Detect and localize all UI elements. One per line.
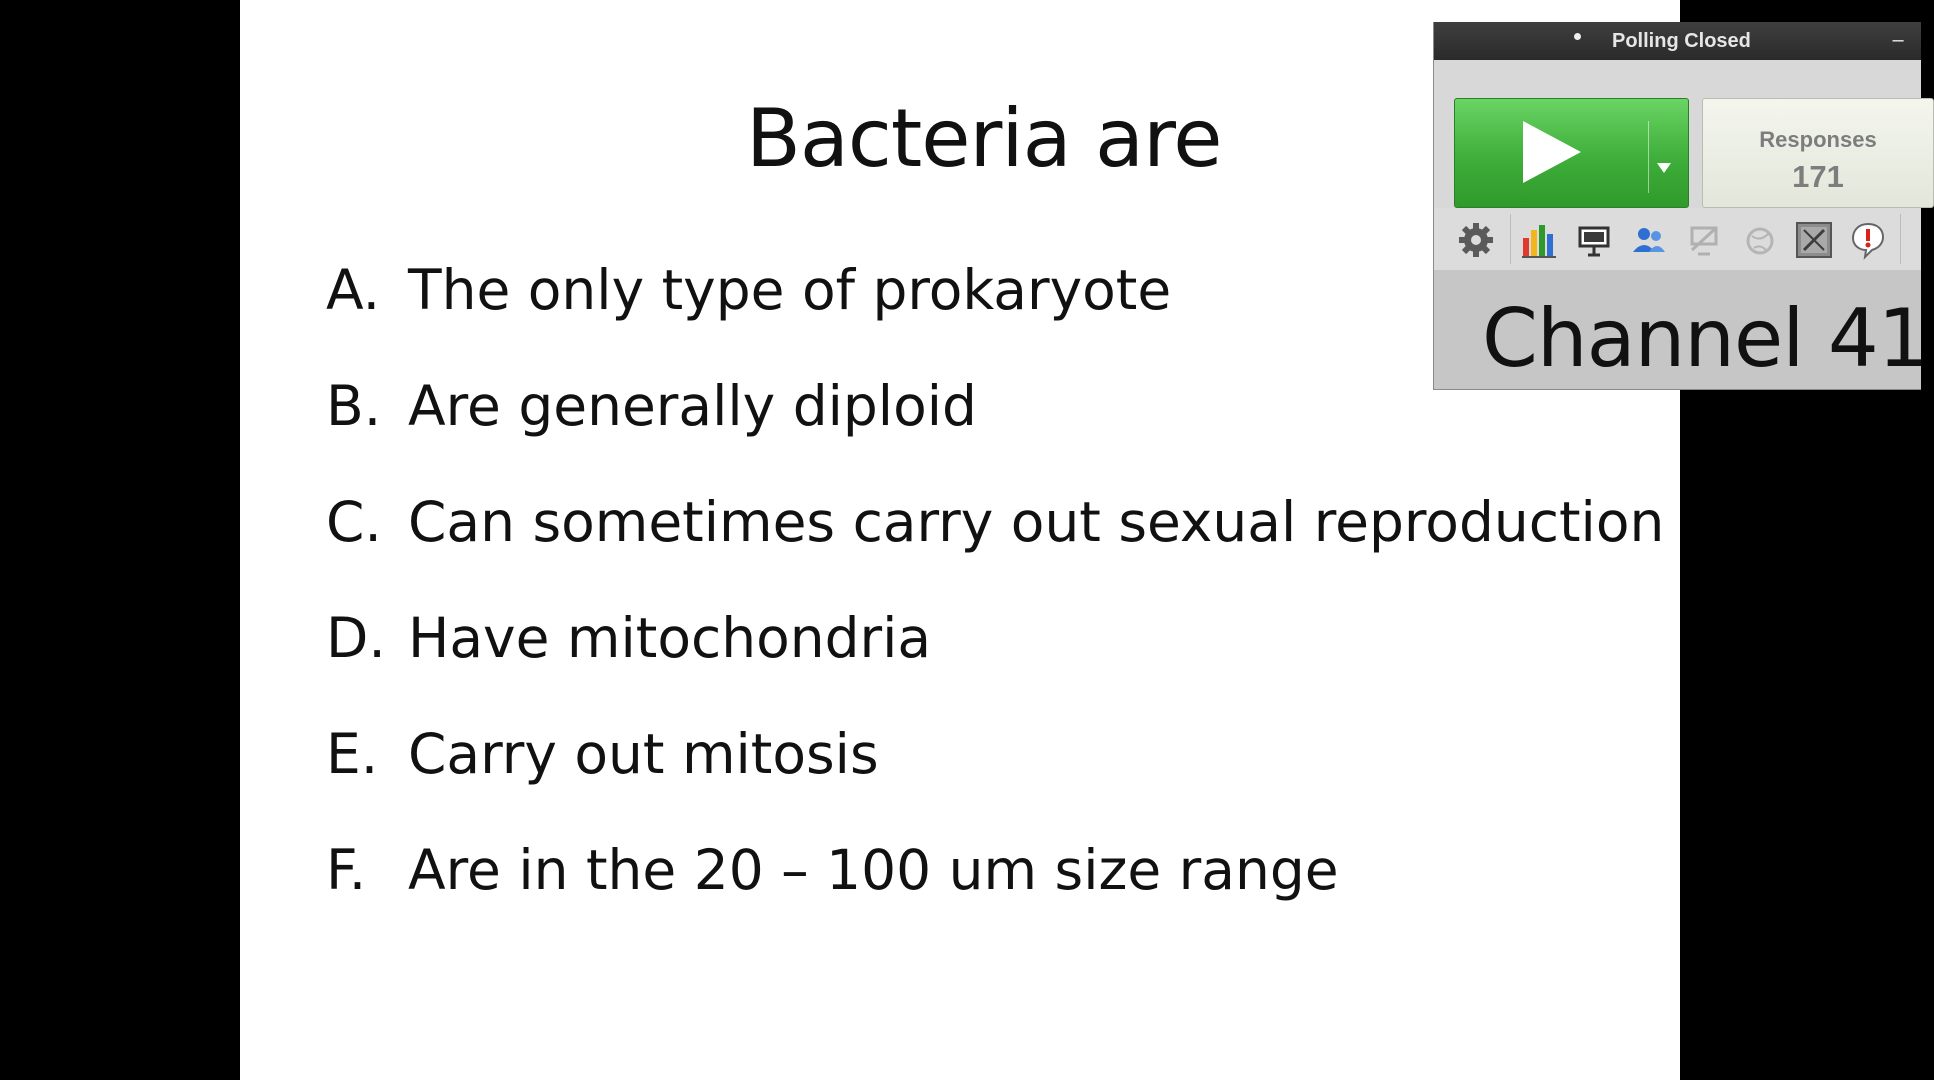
channel-display	[1434, 270, 1928, 389]
answer-option-e	[326, 722, 1664, 838]
alert-icon[interactable]	[1848, 220, 1888, 260]
toolbar-separator	[1510, 214, 1511, 264]
play-icon	[1517, 117, 1587, 187]
bar-chart-icon[interactable]	[1520, 220, 1560, 260]
answer-option-f	[326, 838, 1664, 954]
option-text: Can sometimes carry out sexual reproduction	[408, 490, 1665, 554]
option-letter: B.	[326, 374, 382, 438]
toolbar-separator	[1900, 214, 1901, 264]
start-polling-button[interactable]	[1454, 98, 1689, 208]
polling-status: Polling Closed	[1612, 30, 1751, 52]
polling-widget	[1433, 22, 1928, 390]
option-text: Are in the 20 – 100 um size range	[408, 838, 1339, 902]
presentation-icon[interactable]	[1574, 220, 1614, 260]
ruler-icon[interactable]	[1794, 220, 1834, 260]
hide-results-icon[interactable]	[1684, 220, 1724, 260]
option-letter: A.	[326, 258, 381, 322]
polling-toolbar	[1434, 208, 1921, 271]
responses-count: 171	[1792, 159, 1844, 194]
option-letter: D.	[326, 606, 386, 670]
answer-option-c	[326, 490, 1664, 606]
channel-label: Channel 41	[1482, 292, 1928, 385]
status-dot-icon	[1574, 33, 1581, 40]
option-text: The only type of prokaryote	[408, 258, 1172, 322]
option-letter: F.	[326, 838, 367, 902]
globe-icon[interactable]	[1740, 220, 1780, 260]
slide-title: Bacteria are	[746, 92, 1222, 185]
option-text: Have mitochondria	[408, 606, 932, 670]
answer-option-d	[326, 606, 1664, 722]
answer-option-b	[326, 374, 1664, 490]
play-divider	[1648, 121, 1649, 193]
option-text: Are generally diploid	[408, 374, 977, 438]
polling-titlebar[interactable]	[1434, 22, 1921, 60]
chevron-down-icon[interactable]	[1657, 163, 1671, 173]
minimize-button[interactable]: –	[1892, 29, 1904, 51]
option-text: Carry out mitosis	[408, 722, 879, 786]
responses-label: Responses	[1759, 127, 1877, 152]
option-letter: E.	[326, 722, 379, 786]
presentation-slide	[240, 0, 1928, 1080]
polling-controls	[1434, 60, 1921, 208]
responses-panel[interactable]	[1702, 98, 1934, 208]
option-letter: C.	[326, 490, 382, 554]
participants-icon[interactable]	[1629, 220, 1669, 260]
gear-icon[interactable]	[1456, 220, 1496, 260]
